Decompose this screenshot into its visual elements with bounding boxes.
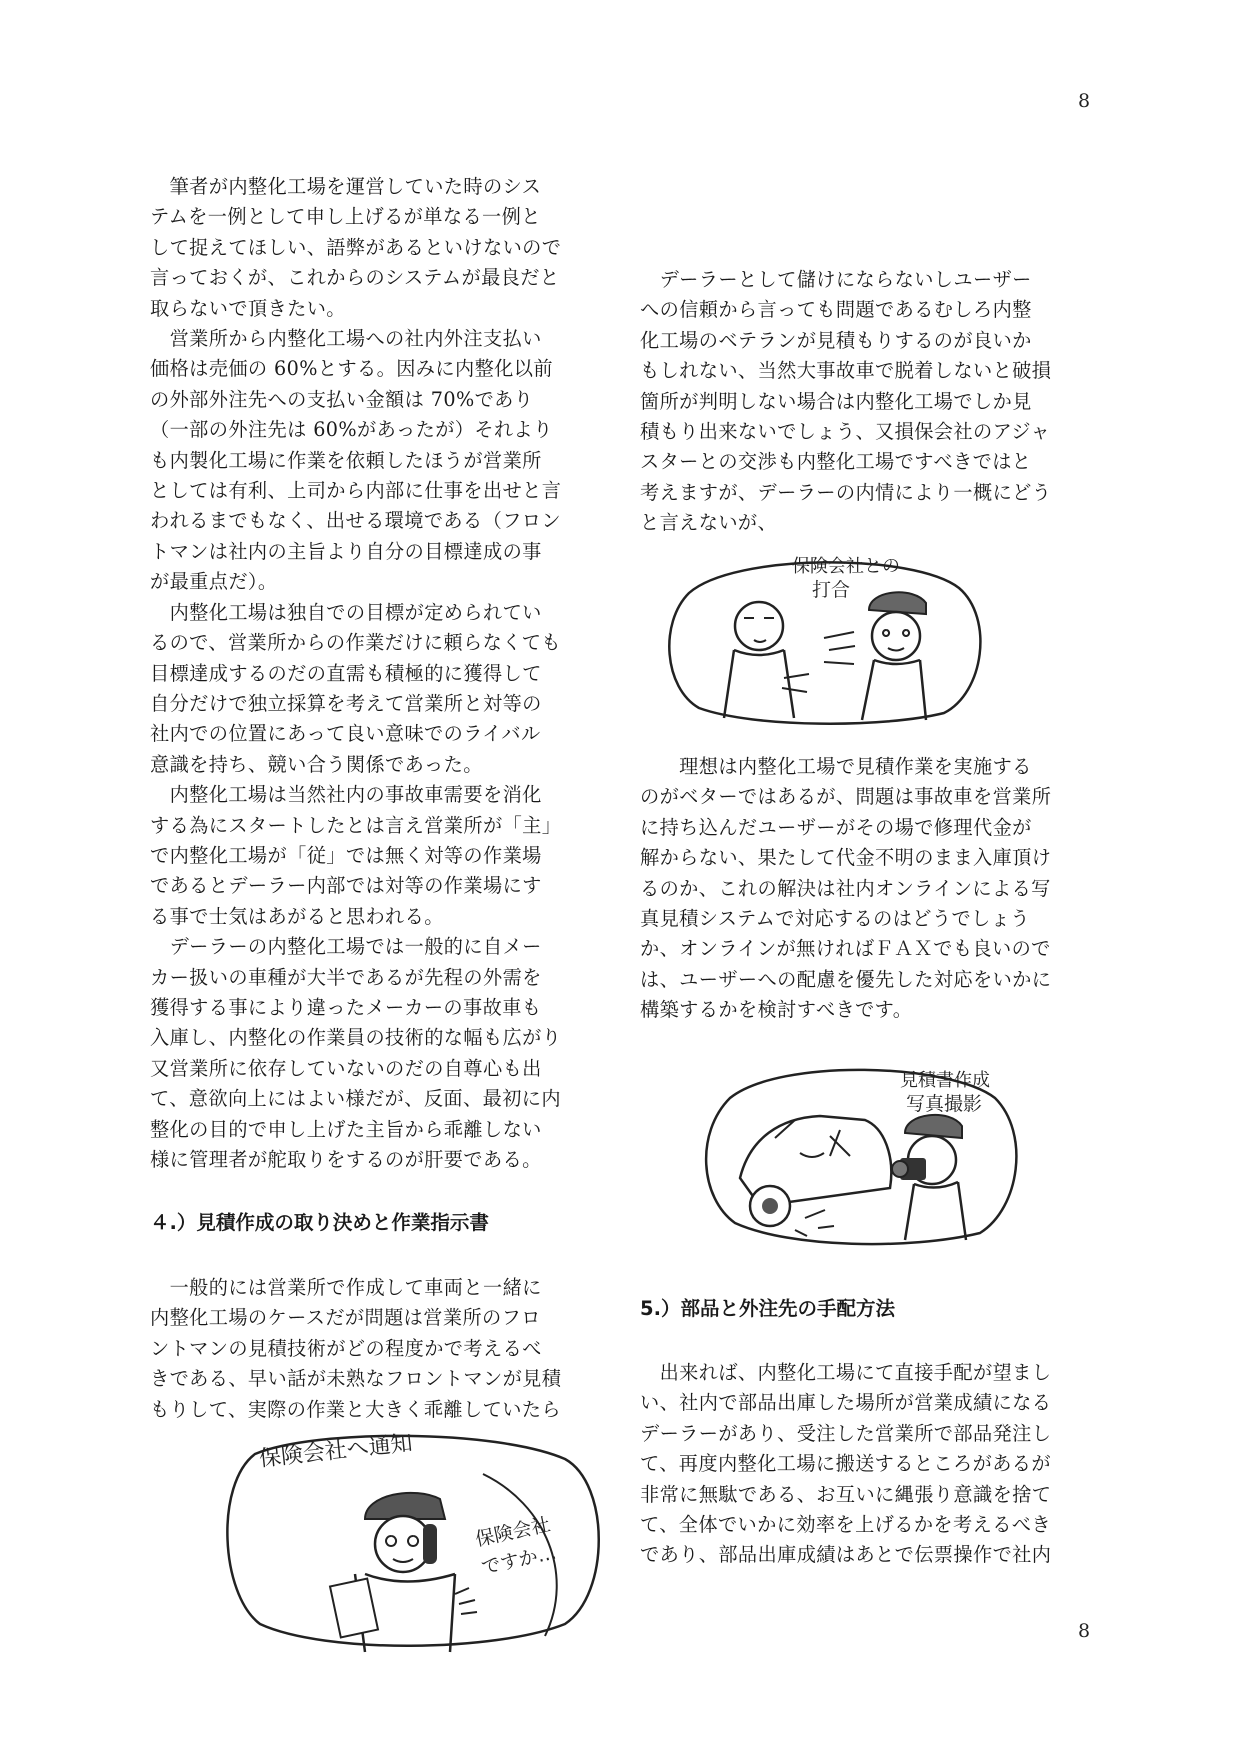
photo-caption-line2: 写真撮影 <box>906 1093 983 1115</box>
page-number-top: 8 <box>1078 90 1091 112</box>
left-column-top <box>150 172 561 1175</box>
text-line: する為にスタートしたとは言え営業所が「主」 <box>150 813 562 837</box>
text-line: われるまでもなく、出せる環境である（フロン <box>150 509 561 533</box>
text-line: 又営業所に依存していないのだの自尊心も出 <box>150 1056 542 1080</box>
text-line: 取らないで頂きたい。 <box>150 296 346 320</box>
text-line: デーラーの内整化工場では一般的に自メー <box>150 935 542 959</box>
photo-caption-line1: 見積書作成 <box>900 1070 990 1091</box>
text-line: ントマンの見積技術がどの程度かで考えるべ <box>150 1336 542 1360</box>
text-line: の外部外注先への支払い金額は 70%であり <box>150 387 534 411</box>
text-line: であるとデーラー内部では対等の作業場にす <box>150 874 542 898</box>
text-line: 理想は内整化工場で見積作業を実施する <box>640 755 1032 778</box>
text-line: 出来れば、内整化工場にて直接手配が望まし <box>640 1361 1052 1384</box>
text-line: もしれない、当然大事故車で脱着しないと破損 <box>640 359 1052 383</box>
insurance-notice-drawing <box>215 1424 615 1654</box>
text-line: 解からない、果たして代金不明のまま入庫頂け <box>640 846 1052 870</box>
text-line: 筆者が内整化工場を運営していた時のシス <box>150 175 542 198</box>
text-line: のがベターではあるが、問題は事故車を営業所 <box>640 785 1052 809</box>
text-line: で内整化工場が「従」では無く対等の作業場 <box>150 843 542 867</box>
text-line: も内製化工場に作業を依頼したほうが営業所 <box>150 448 542 472</box>
right-column-bottom <box>640 1358 1051 1571</box>
text-line: （一部の外注先は 60%があったが）それより <box>150 418 553 442</box>
text-line: 獲得する事により違ったメーカーの事故車も <box>150 995 542 1019</box>
text-line: 価格は売価の 60%とする。因みに内整化以前 <box>150 357 553 381</box>
text-line: い、社内で部品出庫した場所が営業成績になる <box>640 1391 1052 1415</box>
text-line: 内整化工場は独自での目標が定められてい <box>150 600 542 624</box>
section-4-heading: ４.）見積作成の取り決めと作業指示書 <box>150 1211 489 1234</box>
text-line: に持ち込んだユーザーがその場で修理代金が <box>640 815 1032 839</box>
text-line: デーラーがあり、受注した営業所で部品発注し <box>640 1421 1052 1445</box>
text-line: 意識を持ち、競い合う関係であった。 <box>150 752 483 776</box>
text-line: 社内での位置にあって良い意味でのライバル <box>150 722 541 746</box>
notice-reply-line1: 保険会社 <box>473 1513 553 1551</box>
text-line: が最重点だ）。 <box>150 570 278 594</box>
illustration-insurance-meeting <box>664 548 984 726</box>
page-number-bottom: 8 <box>1078 1620 1091 1642</box>
text-line: か、オンラインが無ければＦＡＸでも良いので <box>640 937 1051 961</box>
right-column-mid <box>640 752 1051 1026</box>
text-line: もりして、実際の作業と大きく乖離していたら <box>150 1397 561 1421</box>
text-line: 自分だけで独立採算を考えて営業所と対等の <box>150 691 542 715</box>
text-line: 非常に無駄である、お互いに縄張り意識を捨て <box>640 1482 1052 1506</box>
notice-caption: 保険会社へ通知 <box>258 1431 414 1472</box>
left-column-after-heading <box>150 1273 561 1425</box>
meeting-caption-line1: 保険会社との <box>792 556 900 577</box>
section-5-heading: 5.）部品と外注先の手配方法 <box>640 1297 895 1320</box>
text-line: るので、営業所からの作業だけに頼らなくても <box>150 631 561 655</box>
text-line: て、意欲向上にはよい様だが、反面、最初に内 <box>150 1087 561 1111</box>
text-line: 考えますが、デーラーの内情により一概にどう <box>640 480 1052 504</box>
text-line: と言えないが、 <box>640 511 778 535</box>
text-line: 積もり出来ないでしょう、又損保会社のアジャ <box>640 420 1051 444</box>
text-line: デーラーとして儲けにならないしユーザー <box>640 268 1032 291</box>
text-line: 真見積システムで対応するのはどうでしょう <box>640 907 1030 931</box>
text-line: 化工場のベテランが見積もりするのが良いか <box>640 328 1032 352</box>
text-line: であり、部品出庫成績はあとで伝票操作で社内 <box>640 1543 1052 1567</box>
text-line: スターとの交渉も内整化工場ですべきではと <box>640 450 1032 474</box>
text-line: トマンは社内の主旨より自分の目標達成の事 <box>150 539 542 563</box>
text-line: への信頼から言っても問題であるむしろ内整 <box>640 298 1032 322</box>
photo-estimate-drawing <box>700 1058 1020 1246</box>
text-line: カー扱いの車種が大半であるが先程の外需を <box>150 965 542 989</box>
text-line: る事で士気はあがると思われる。 <box>150 904 444 928</box>
text-line: 内整化工場は当然社内の事故車需要を消化 <box>150 783 542 807</box>
text-line: 入庫し、内整化の作業員の技術的な幅も広がり <box>150 1026 562 1050</box>
text-line: 構築するかを検討すべきです。 <box>640 998 913 1022</box>
text-line: きである、早い話が未熟なフロントマンが見積 <box>150 1367 562 1391</box>
notice-reply-line2: ですか… <box>479 1541 559 1579</box>
text-line: 整化の目的で申し上げた主旨から乖離しない <box>150 1117 542 1141</box>
text-line: 言っておくが、これからのシステムが最良だと <box>150 266 560 290</box>
text-line: して捉えてほしい、語弊があるといけないので <box>150 235 562 259</box>
text-line: 営業所から内整化工場への社内外注支払い <box>150 327 542 351</box>
text-line: るのか、これの解決は社内オンラインによる写 <box>640 876 1051 900</box>
meeting-caption-line2: 打合 <box>812 579 851 601</box>
text-line: 内整化工場のケースだが問題は営業所のフロ <box>150 1306 541 1330</box>
insurance-meeting-drawing <box>664 548 984 726</box>
right-column-top <box>640 265 1051 539</box>
text-line: 箇所が判明しない場合は内整化工場でしか見 <box>640 389 1032 413</box>
text-line: 目標達成するのだの直需も積極的に獲得して <box>150 661 542 685</box>
text-line: は、ユーザーへの配慮を優先した対応をいかに <box>640 967 1052 991</box>
text-line: 一般的には営業所で作成して車両と一緒に <box>150 1276 542 1299</box>
text-line: て、再度内整化工場に搬送するところがあるが <box>640 1452 1051 1476</box>
text-line: 様に管理者が舵取りをするのが肝要である。 <box>150 1148 542 1171</box>
text-line: て、全体でいかに効率を上げるかを考えるべき <box>640 1513 1051 1537</box>
illustration-insurance-notice <box>215 1424 615 1654</box>
illustration-photo-estimate <box>700 1058 1020 1246</box>
text-line: としては有利、上司から内部に仕事を出せと言 <box>150 479 562 503</box>
text-line: テムを一例として申し上げるが単なる一例と <box>150 205 541 229</box>
